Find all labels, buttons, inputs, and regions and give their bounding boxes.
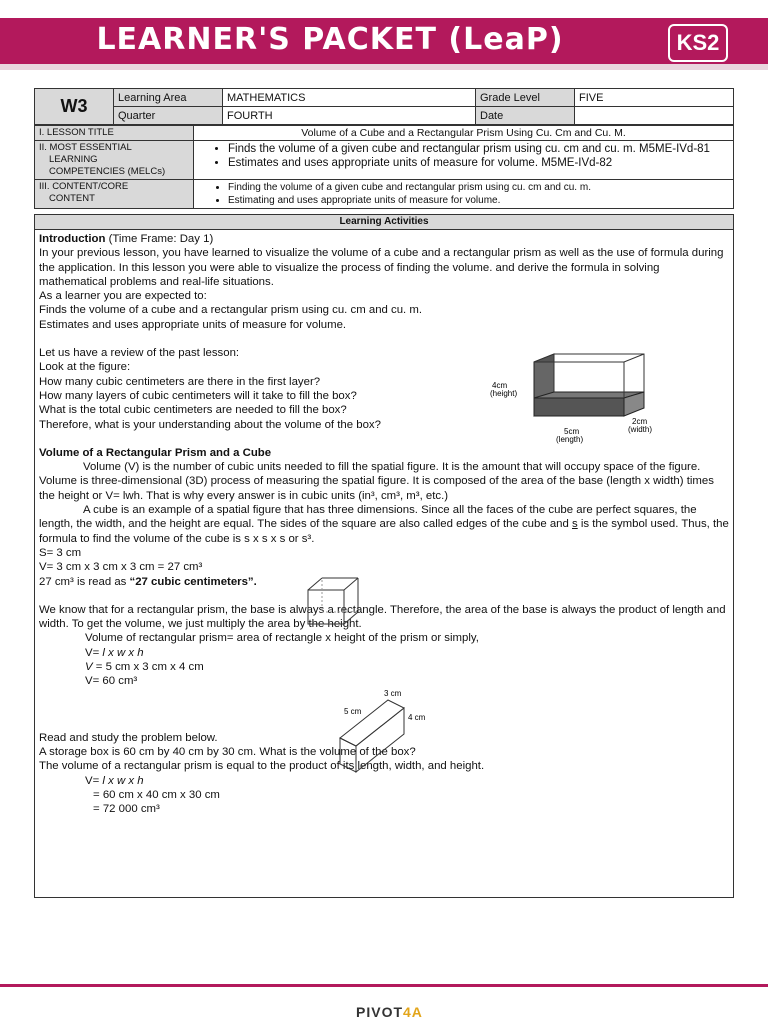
melc-label [35, 141, 194, 180]
problem-formula-a: V= [85, 774, 103, 787]
quarter-value: FOURTH [223, 107, 476, 125]
intro-line: Estimates and uses appropriate units of measure for volume. [39, 318, 347, 331]
intro-paragraph: In your previous lesson, you have learned to visualize the volume of a cube and a rectangular prism as well as the use of formula during the application. In this lesson you were able to visualize the process of finding the volume. and derive the formula in solving mathematical problems and real-life situations. [39, 247, 724, 288]
fig1-height-b: (height) [490, 389, 518, 398]
review-line: What is the total cubic centimeters are needed to fill the box? [39, 404, 347, 417]
problem-formula-b: l x w x h [102, 774, 144, 787]
cube-volume: V= 3 cm x 3 cm x 3 cm = 27 cm³ [39, 561, 203, 574]
content-item: • Finding the volume of a given cube and rectangular prism using cu. cm and cu. m. [228, 181, 729, 194]
content-label-1: III. CONTENT/CORE [39, 181, 129, 192]
cube-paragraph-a: A cube is an example of a spatial figure that has three dimensions. Since all the faces of the cube are perfect squares, the length, the width, and the height are equal. The sides of the square are also called edges of the cube and [39, 504, 697, 531]
volume-paragraph-text: Volume (V) is the number of cubic units needed to fill the spatial figure. It is the amount that will occupy space of the figure. Volume is three-dimensional (3D) process of measuring the spatial figure. It is composed of the area of the base (length x width) times the height or V= lwh. That is why every answer is in cubic units (in³, cm³, m³, etc.) [39, 461, 714, 502]
cube-paragraph-b: is the symbol used. Thus, the formula to find the volume of the cube is s x s x s or s³. [39, 518, 729, 545]
problem-step: = 60 cm x 40 cm x 30 cm [93, 788, 220, 801]
quarter-label: Quarter [114, 107, 223, 125]
melc-list [198, 142, 729, 170]
prism-figure [338, 688, 438, 774]
melc-item: • Estimates and uses appropriate units of measure for volume. M5ME-IVd-82 [228, 156, 729, 170]
grade-level-label: Grade Level [476, 89, 575, 107]
fig1-length-b: (length) [556, 435, 584, 444]
grade-level-value: FIVE [575, 89, 734, 107]
cube-read [39, 575, 729, 589]
learning-area-label: Learning Area [114, 89, 223, 107]
cube-paragraph-s: s [572, 518, 578, 531]
page-title: LEARNER'S PACKET (LeaP) [96, 22, 564, 57]
intro-line: Finds the volume of a cube and a rectangular prism using cu. cm and cu. m. [39, 304, 423, 317]
review-line: How many layers of cubic centimeters will it take to fill the box? [39, 389, 357, 402]
prism-formula-3 [39, 660, 729, 674]
footer-line [0, 984, 768, 987]
volume-section-title: Volume of a Rectangular Prism and a Cube [39, 446, 272, 459]
prism-formula-4: V= 60 cm³ [85, 675, 138, 688]
melc-label-1: II. MOST ESSENTIAL [39, 142, 132, 153]
prism-formula-3a: V [85, 661, 93, 674]
intro-title: Introduction [39, 233, 106, 245]
ks-badge: KS2 [668, 24, 728, 62]
intro-line: As a learner you are expected to: [39, 290, 207, 303]
problem-line: Read and study the problem below. [39, 731, 218, 744]
pivot-logo-badge: 4A [403, 1004, 423, 1020]
fig2-label-c: 4 cm [408, 713, 426, 722]
problem-formula [39, 774, 729, 788]
intro-time: (Time Frame: Day 1) [105, 233, 214, 245]
review-line: Let us have a review of the past lesson: [39, 347, 240, 360]
week-label: W3 [35, 89, 114, 125]
prism-formula-2a: V= [85, 646, 103, 659]
problem-step: = 72 000 cm³ [93, 803, 160, 816]
lesson-title-label: I. LESSON TITLE [35, 126, 194, 141]
learning-area-value: MATHEMATICS [223, 89, 476, 107]
box-layers-figure [484, 352, 664, 448]
prism-formula-2 [39, 646, 729, 660]
cube-read-b: “27 cubic centimeters”. [129, 575, 257, 588]
content-list-cell [194, 180, 734, 209]
lesson-info-table [34, 125, 734, 209]
cube-paragraph [39, 503, 729, 546]
lesson-title: Volume of a Cube and a Rectangular Prism Using Cu. Cm and Cu. M. [194, 126, 734, 141]
fig1-width-b: (width) [628, 425, 653, 434]
review-line: Therefore, what is your understanding about the volume of the box? [39, 418, 381, 431]
melc-label-3: COMPETENCIES (MELCs) [49, 166, 166, 177]
prism-paragraph: We know that for a rectangular prism, the base is always a rectangle. Therefore, the area of the base is always the product of length and width. To get the volume, we just multiply the area by the height. [39, 603, 726, 631]
date-value [575, 107, 734, 125]
header-table [34, 88, 734, 125]
review-line: Look at the figure: [39, 361, 131, 374]
melc-item: • Finds the volume of a given cube and rectangular prism using cu. cm and cu. m. M5ME-IVd-81 [228, 142, 729, 156]
content-label [35, 180, 194, 209]
learning-activities-heading: Learning Activities [35, 215, 733, 230]
fig2-label-b: 5 cm [344, 707, 362, 716]
melc-list-cell [194, 141, 734, 180]
fig1-length-a: 5cm [564, 427, 580, 436]
prism-formula-3b: = 5 cm x 3 cm x 4 cm [92, 661, 204, 674]
review-line: How many cubic centimeters are there in the first layer? [39, 375, 321, 388]
cube-read-a: 27 cm³ is read as [39, 575, 130, 588]
fig1-width-a: 2cm [632, 417, 648, 426]
content-label-2: CONTENT [49, 193, 95, 204]
pivot-logo-text: PIVOT [356, 1004, 404, 1020]
volume-paragraph [39, 460, 729, 503]
cube-side: S= 3 cm [39, 546, 82, 559]
fig1-height-a: 4cm [492, 381, 508, 390]
melc-label-2: LEARNING [49, 154, 98, 165]
date-label: Date [476, 107, 575, 125]
problem-line: A storage box is 60 cm by 40 cm by 30 cm. What is the volume of the box? [39, 745, 416, 758]
problem-line: The volume of a rectangular prism is equal to the product of its length, width, and height. [39, 760, 485, 773]
cube-figure [304, 574, 364, 628]
learning-activities [34, 214, 734, 898]
prism-formula-1: Volume of rectangular prism= area of rectangle x height of the prism or simply, [85, 632, 479, 645]
content-item: • Estimating and uses appropriate units of measure for volume. [228, 194, 729, 207]
content-list [198, 181, 729, 207]
prism-formula-2b: l x w x h [102, 646, 144, 659]
fig2-label-a: 3 cm [384, 689, 402, 698]
pivot-logo [356, 1004, 423, 1020]
banner-shadow [0, 64, 768, 70]
